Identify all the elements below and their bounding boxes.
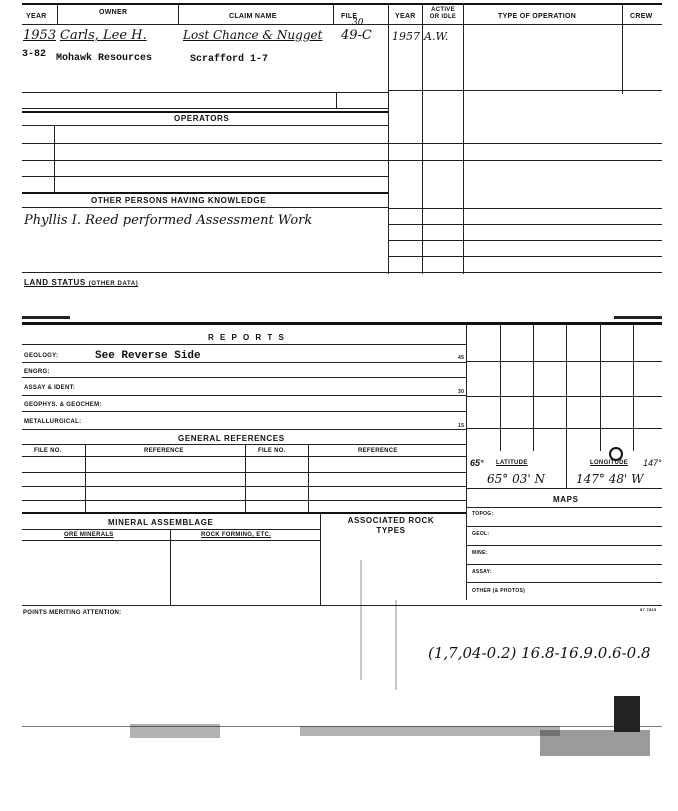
maps-geol: GEOL:: [472, 531, 490, 537]
entry-1-year: 1953: [23, 28, 57, 43]
header-crew: CREW: [630, 13, 653, 20]
maps-mine: MINE:: [472, 550, 488, 556]
other-persons-note: Phyllis I. Reed performed Assessment Work: [24, 213, 313, 228]
operators-heading: OPERATORS: [174, 114, 230, 123]
land-status-heading: LAND STATUS (OTHER DATA): [24, 278, 139, 287]
entry-2-claim: Scrafford 1-7: [190, 54, 269, 65]
latitude-value: 65° 03' N: [487, 472, 545, 486]
scale-45: 45: [458, 355, 465, 361]
header-active-or-idle: ACTIVE OR IDLE: [429, 7, 457, 20]
entry-1-year-2: 1957: [392, 30, 420, 43]
mineral-assemblage-heading: MINERAL ASSEMBLAGE: [108, 518, 214, 527]
handwritten-code: (1,7,04-0.2) 16.8-16.9.0.6-0.8: [428, 644, 651, 662]
entry-1-owner: Carls, Lee H.: [60, 28, 147, 43]
maps-topog: TOPOG:: [472, 511, 494, 517]
header-claim-name: CLAIM NAME: [229, 13, 277, 20]
header-owner: OWNER: [99, 9, 128, 16]
scale-30: 30: [458, 389, 465, 395]
entry-1-status: A.W.: [424, 30, 449, 43]
ref-reference: REFERENCE: [144, 448, 184, 454]
maps-heading: MAPS: [553, 495, 579, 504]
geophys-label: GEOPHYS. & GEOCHEM:: [24, 402, 102, 408]
entry-1-file-note: 30: [352, 18, 364, 28]
ref-file-no-2: FILE NO.: [258, 448, 286, 454]
header-rule: [22, 24, 662, 25]
maps-other: OTHER (& PHOTOS): [472, 588, 526, 594]
general-references-heading: GENERAL REFERENCES: [178, 434, 285, 443]
header-file: FILE: [341, 13, 358, 20]
top-border: [22, 3, 662, 5]
geology-label: GEOLOGY:: [24, 353, 59, 359]
maps-assay: ASSAY:: [472, 569, 492, 575]
reports-heading: R E P O R T S: [208, 333, 286, 342]
metallurgical-label: METALLURGICAL:: [24, 419, 82, 425]
latitude-label: LATITUDE: [496, 460, 528, 466]
ref-reference-2: REFERENCE: [358, 448, 398, 454]
header-year-2: YEAR: [395, 13, 416, 20]
assay-ident-label: ASSAY & IDENT:: [24, 385, 76, 391]
associated-rock-types-heading: ASSOCIATED ROCK TYPES: [347, 516, 435, 535]
ref-file-no: FILE NO.: [34, 448, 62, 454]
entry-2-year: 3-82: [22, 49, 47, 60]
engrg-label: ENGRG:: [24, 369, 50, 375]
form-number: 87 7815: [640, 607, 657, 612]
entry-1-file: 49-C: [341, 28, 372, 43]
rock-forming-label: ROCK FORMING, ETC.: [201, 532, 272, 538]
longitude-value: 147° 48' W: [576, 472, 644, 486]
other-persons-heading: OTHER PERSONS HAVING KNOWLEDGE: [91, 196, 267, 205]
lon-suffix: 147°: [643, 458, 662, 468]
lat-prefix: 65°: [470, 458, 484, 468]
entry-1-claim: Lost Chance & Nugget: [183, 28, 323, 42]
circle-mark-icon: [609, 447, 623, 461]
header-year: YEAR: [26, 13, 47, 20]
geology-value: See Reverse Side: [95, 350, 201, 362]
longitude-label: LONGITUDE: [590, 460, 629, 466]
points-meriting-attention-label: POINTS MERITING ATTENTION:: [23, 610, 122, 616]
header-type-of-operation: TYPE OF OPERATION: [498, 13, 577, 20]
entry-2-owner: Mohawk Resources: [56, 53, 153, 64]
ore-minerals-label: ORE MINERALS: [64, 532, 114, 538]
scale-15: 15: [458, 423, 465, 429]
